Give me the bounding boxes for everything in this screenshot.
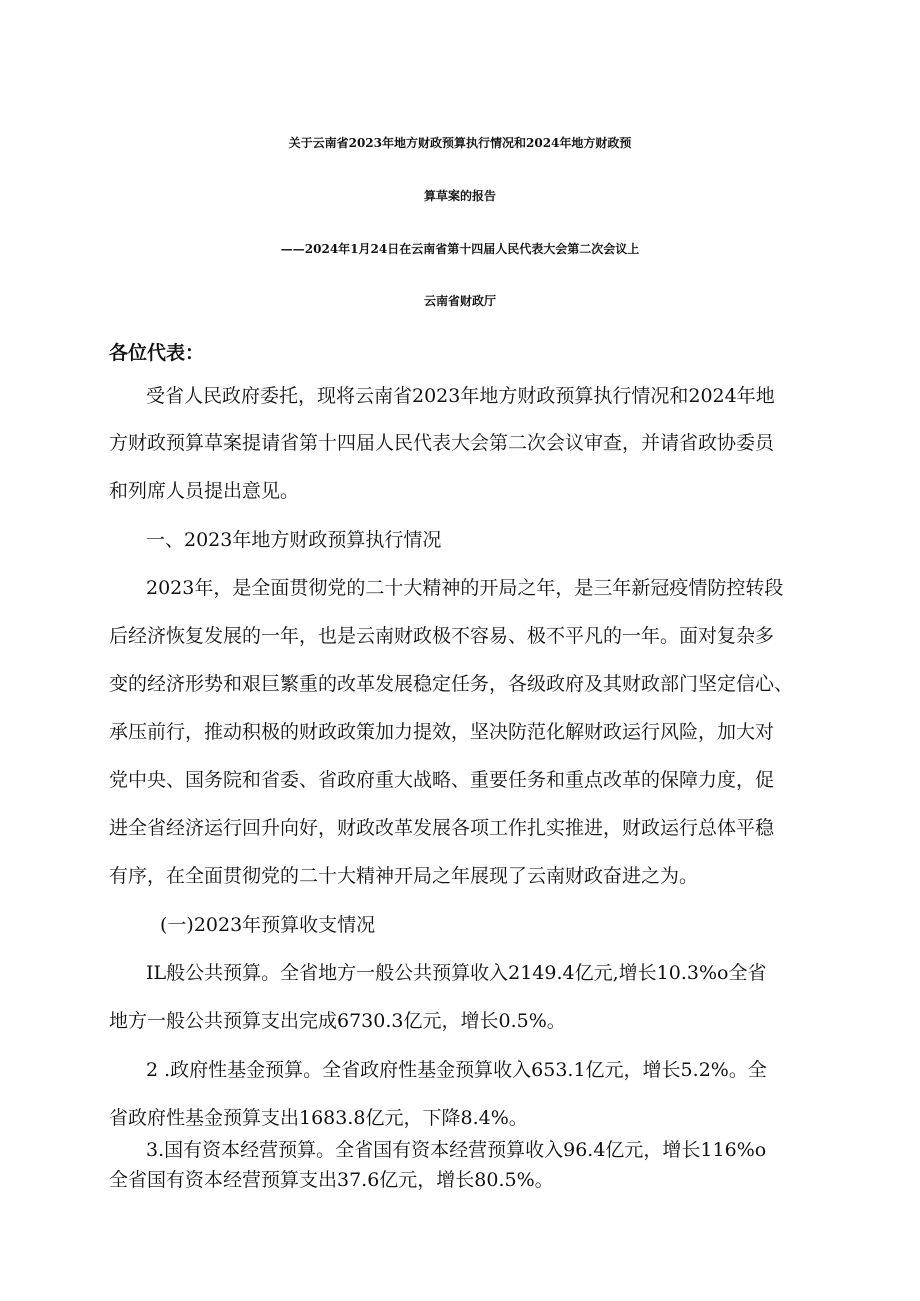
item-line: 2 .政府性基金预算。全省政府性基金预算收入653.1亿元，增长5.2%。全: [146, 1059, 767, 1081]
body-line: 后经济恢复发展的一年，也是云南财政极不容易、极不平凡的一年。面对复杂多: [109, 625, 775, 647]
section-heading: 一、2023年地方财政预算执行情况: [146, 529, 442, 551]
body-line: 党中央、国务院和省委、省政府重大战略、重要任务和重点改革的保障力度，促: [109, 769, 775, 791]
item-line: 地方一般公共预算支出完成6730.3亿元，增长0.5%。: [109, 1010, 566, 1032]
body-line: 进全省经济运行回升向好，财政改革发展各项工作扎实推进，财政运行总体平稳: [109, 817, 775, 839]
body-line: 承压前行，推动积极的财政政策加力提效，坚决防范化解财政运行风险，加大对: [109, 721, 775, 743]
author: 云南省财政厅: [423, 294, 496, 308]
item-line: IL般公共预算。全省地方一般公共预算收入2149.4亿元,增长10.3%o全省: [146, 962, 767, 984]
item-line: 全省国有资本经营预算支出37.6亿元，增长80.5%。: [109, 1169, 554, 1191]
body-line: 有序，在全面贯彻党的二十大精神开局之年展现了云南财政奋进之为。: [109, 865, 699, 887]
intro-line: 和列席人员提出意见。: [109, 480, 300, 502]
title-line-1: 关于云南省2023年地方财政预算执行情况和2024年地方财政预: [288, 136, 632, 150]
subsection-heading: (一)2023年预算收支情况: [160, 914, 376, 936]
intro-line: 方财政预算草案提请省第十四届人民代表大会第二次会议审查，并请省政协委员: [109, 432, 775, 454]
item-line: 3.国有资本经营预算。全省国有资本经营预算收入96.4亿元，增长116%o: [146, 1139, 767, 1161]
title-line-2: 算草案的报告: [423, 189, 496, 203]
body-line: 2023年，是全面贯彻党的二十大精神的开局之年，是三年新冠疫情防控转段: [146, 577, 784, 599]
subtitle: ——2024年1月24日在云南省第十四届人民代表大会第二次会议上: [280, 242, 640, 256]
item-line: 省政府性基金预算支出1683.8亿元，下降8.4%。: [109, 1107, 528, 1129]
salutation: 各位代表：: [109, 342, 205, 364]
body-line: 变的经济形势和艰巨繁重的改革发展稳定任务，各级政府及其财政部门坚定信心、: [109, 673, 794, 695]
intro-line: 受省人民政府委托，现将云南省2023年地方财政预算执行情况和2024年地: [146, 385, 775, 407]
